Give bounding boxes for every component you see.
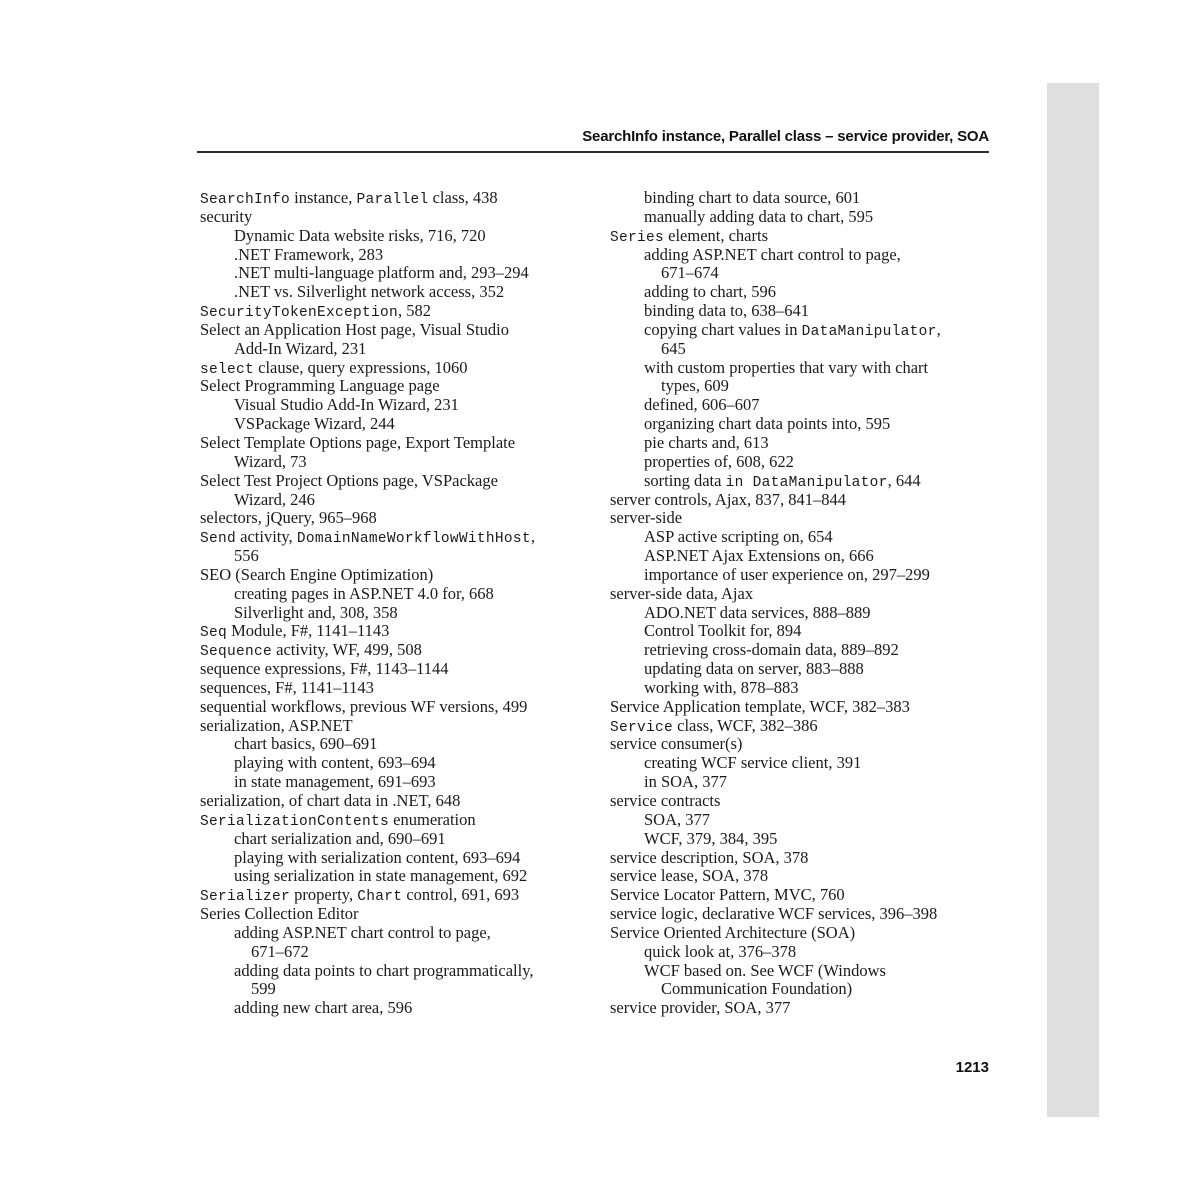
index-text: element, charts <box>664 225 769 245</box>
index-text: playing with content, 693–694 <box>234 753 436 773</box>
index-text: types, 609 <box>661 376 729 396</box>
index-entry-line <box>200 999 600 1018</box>
index-entry-line <box>200 811 600 830</box>
index-entry-line <box>200 604 600 623</box>
index-text: binding chart to data source, 601 <box>644 188 861 207</box>
index-text: property, <box>290 885 358 905</box>
index-text: , <box>936 319 941 339</box>
index-entry-line <box>200 622 600 641</box>
index-text: 671–674 <box>661 263 719 283</box>
code-term: Sequence <box>200 644 273 661</box>
index-entry-line <box>610 359 1005 378</box>
index-text: Select an Application Host page, Visual Studio <box>200 319 509 339</box>
index-entry-line <box>610 622 1005 641</box>
index-text: Wizard, 73 <box>234 451 307 471</box>
header-rule <box>197 151 989 153</box>
index-entry-line <box>200 924 600 943</box>
index-entry-line <box>200 585 600 604</box>
index-text: quick look at, 376–378 <box>644 941 797 961</box>
index-entry-line <box>610 641 1005 660</box>
index-text: sequence expressions, F#, 1143–1144 <box>200 659 449 679</box>
index-text: updating data on server, 883–888 <box>644 659 864 679</box>
index-text: ASP.NET Ajax Extensions on, 666 <box>644 546 874 566</box>
index-text: importance of user experience on, 297–299 <box>644 564 930 584</box>
index-text: .NET vs. Silverlight network access, 352 <box>234 282 505 302</box>
index-text: in SOA, 377 <box>644 772 727 792</box>
code-term: Serializer <box>200 889 291 906</box>
index-text: adding to chart, 596 <box>644 282 776 302</box>
index-text: service consumer(s) <box>610 734 743 754</box>
index-text: Select Template Options page, Export Template <box>200 432 516 452</box>
index-text: Service Application template, WCF, 382–383 <box>610 696 910 716</box>
running-title: SearchInfo instance, Parallel class – service provider, SOA <box>582 128 989 145</box>
index-entry-line <box>200 547 600 566</box>
index-entry-line <box>610 962 1005 981</box>
index-entry-line <box>200 849 600 868</box>
index-text: selectors, jQuery, 965–968 <box>200 508 377 528</box>
index-text: creating pages in ASP.NET 4.0 for, 668 <box>234 583 494 603</box>
index-entry-line <box>610 980 1005 999</box>
index-entry-line <box>610 189 1005 208</box>
index-entry-line <box>610 886 1005 905</box>
index-text: Service Oriented Architecture (SOA) <box>610 922 856 942</box>
code-term: Seq <box>200 625 228 642</box>
index-entry-line <box>610 735 1005 754</box>
code-term: select <box>200 361 255 378</box>
index-text: with custom properties that vary with chart <box>644 357 929 377</box>
index-entry-line <box>610 453 1005 472</box>
index-text: Module, F#, 1141–1143 <box>227 621 390 641</box>
index-entry-line <box>200 453 600 472</box>
index-entry-line <box>610 924 1005 943</box>
index-entry-line <box>200 641 600 660</box>
index-text: Select Programming Language page <box>200 376 440 396</box>
code-term: Send <box>200 531 237 548</box>
index-entry-line <box>610 773 1005 792</box>
code-term: Chart <box>357 889 403 906</box>
code-term: DomainNameWorkflowWithHost <box>296 531 531 548</box>
code-term: SecurityTokenException <box>200 305 399 322</box>
index-text: Select Test Project Options page, VSPackage <box>200 470 498 490</box>
index-text: serialization, ASP.NET <box>200 715 353 735</box>
index-entry-line <box>200 717 600 736</box>
index-text: Visual Studio Add-In Wizard, 231 <box>234 395 459 415</box>
index-column-right <box>610 189 1005 1018</box>
index-entry-line <box>610 754 1005 773</box>
index-text: Service Locator Pattern, MVC, 760 <box>610 885 845 905</box>
index-text: server-side <box>610 508 683 528</box>
index-entry-line <box>200 264 600 283</box>
index-entry-line <box>200 359 600 378</box>
index-entry-line <box>200 396 600 415</box>
index-text: chart basics, 690–691 <box>234 734 378 754</box>
index-entry-line <box>200 472 600 491</box>
code-term: Series <box>610 229 665 246</box>
index-text: 645 <box>661 338 686 358</box>
index-text: service lease, SOA, 378 <box>610 866 769 886</box>
index-entry-line <box>610 415 1005 434</box>
index-text: working with, 878–883 <box>644 677 799 697</box>
index-entry-line <box>200 283 600 302</box>
index-entry-line <box>610 660 1005 679</box>
index-text: service provider, SOA, 377 <box>610 998 791 1018</box>
code-term: Parallel <box>356 192 429 208</box>
index-entry-line <box>610 528 1005 547</box>
index-entry-line <box>200 962 600 981</box>
index-text: playing with serialization content, 693–694 <box>234 847 521 867</box>
code-term: in DataManipulator <box>725 474 888 491</box>
index-text: enumeration <box>389 809 476 829</box>
index-column-left <box>200 189 600 1018</box>
index-text: Communication Foundation) <box>661 979 853 999</box>
index-text: ADO.NET data services, 888–889 <box>644 602 871 622</box>
index-text: chart serialization and, 690–691 <box>234 828 446 848</box>
index-text: serialization, of chart data in .NET, 648 <box>200 791 461 810</box>
index-text: class, 438 <box>428 188 498 207</box>
index-entry-line <box>200 246 600 265</box>
index-entry-line <box>610 472 1005 491</box>
index-text: properties of, 608, 622 <box>644 451 794 471</box>
index-text: pie charts and, 613 <box>644 432 769 452</box>
index-entry-line <box>610 585 1005 604</box>
index-text: defined, 606–607 <box>644 395 760 415</box>
code-term: Service <box>610 719 674 736</box>
code-term: SerializationContents <box>200 813 390 830</box>
index-entry-line <box>610 811 1005 830</box>
index-entry-line <box>200 302 600 321</box>
index-entry-line <box>200 754 600 773</box>
index-text: VSPackage Wizard, 244 <box>234 414 395 434</box>
index-text: .NET multi-language platform and, 293–294 <box>234 263 529 283</box>
index-entry-line <box>610 509 1005 528</box>
index-text: server-side data, Ajax <box>610 583 754 603</box>
index-text: clause, query expressions, 1060 <box>254 357 468 377</box>
index-text: server controls, Ajax, 837, 841–844 <box>610 489 847 509</box>
index-text: ASP active scripting on, 654 <box>644 527 833 547</box>
index-entry-line <box>610 246 1005 265</box>
index-text: Dynamic Data website risks, 716, 720 <box>234 225 486 245</box>
index-entry-line <box>610 208 1005 227</box>
index-entry-line <box>200 867 600 886</box>
page-number: 1213 <box>955 1059 989 1076</box>
index-text: in state management, 691–693 <box>234 772 436 792</box>
index-entry-line <box>610 867 1005 886</box>
index-text: adding data points to chart programmatically, <box>234 960 534 980</box>
index-text: adding ASP.NET chart control to page, <box>644 244 901 264</box>
page-edge-tab <box>1047 83 1099 1117</box>
index-text: creating WCF service client, 391 <box>644 753 862 773</box>
index-entry-line <box>610 434 1005 453</box>
index-text: binding data to, 638–641 <box>644 301 809 321</box>
index-entry-line <box>610 491 1005 510</box>
index-text: Add-In Wizard, 231 <box>234 338 367 358</box>
index-text: retrieving cross-domain data, 889–892 <box>644 640 899 660</box>
index-entry-line <box>610 227 1005 246</box>
running-header <box>197 128 989 145</box>
index-text: adding new chart area, 596 <box>234 998 413 1018</box>
index-text: Wizard, 246 <box>234 489 315 509</box>
index-text: manually adding data to chart, 595 <box>644 206 874 226</box>
index-text: sorting data <box>644 470 726 490</box>
index-text: , 582 <box>398 301 432 321</box>
index-text: .NET Framework, 283 <box>234 244 384 264</box>
index-entry-line <box>610 717 1005 736</box>
code-term: DataManipulator <box>801 323 937 340</box>
index-entry-line <box>200 679 600 698</box>
index-entry-line <box>610 340 1005 359</box>
index-text: Series Collection Editor <box>200 904 359 924</box>
index-entry-line <box>610 302 1005 321</box>
index-entry-line <box>610 698 1005 717</box>
index-text: organizing chart data points into, 595 <box>644 414 891 434</box>
index-entry-line <box>610 849 1005 868</box>
index-entry-line <box>200 415 600 434</box>
index-entry-line <box>200 943 600 962</box>
index-text: service contracts <box>610 791 721 810</box>
index-text: SEO (Search Engine Optimization) <box>200 564 434 584</box>
index-entry-line <box>200 377 600 396</box>
index-entry-line <box>610 830 1005 849</box>
index-text: WCF, 379, 384, 395 <box>644 828 778 848</box>
index-text: copying chart values in <box>644 319 802 339</box>
index-entry-line <box>610 566 1005 585</box>
index-text: Control Toolkit for, 894 <box>644 621 802 641</box>
index-entry-line <box>200 509 600 528</box>
index-entry-line <box>200 340 600 359</box>
index-text: activity, WF, 499, 508 <box>272 640 422 660</box>
index-text: 556 <box>234 546 259 566</box>
index-entry-line <box>200 321 600 340</box>
index-entry-line <box>200 830 600 849</box>
index-entry-line <box>610 943 1005 962</box>
index-text: , <box>530 527 535 547</box>
index-entry-line <box>200 189 600 208</box>
index-text: security <box>200 206 253 226</box>
index-entry-line <box>200 905 600 924</box>
index-entry-line <box>200 208 600 227</box>
index-text: control, 691, 693 <box>402 885 520 905</box>
index-entry-line <box>200 773 600 792</box>
index-entry-line <box>610 283 1005 302</box>
index-text: 671–672 <box>251 941 309 961</box>
index-entry-line <box>610 321 1005 340</box>
index-entry-line <box>200 980 600 999</box>
index-text: activity, <box>236 527 297 547</box>
index-text: adding ASP.NET chart control to page, <box>234 922 491 942</box>
index-text: WCF based on. See WCF (Windows <box>644 960 886 980</box>
index-entry-line <box>200 491 600 510</box>
index-text: service logic, declarative WCF services, 396–398 <box>610 904 938 924</box>
index-entry-line <box>610 547 1005 566</box>
index-entry-line <box>200 698 600 717</box>
index-entry-line <box>200 566 600 585</box>
index-entry-line <box>200 528 600 547</box>
index-entry-line <box>610 604 1005 623</box>
index-text: , 644 <box>887 470 921 490</box>
index-entry-line <box>610 377 1005 396</box>
index-entry-line <box>610 905 1005 924</box>
index-entry-line <box>200 886 600 905</box>
index-text: Silverlight and, 308, 358 <box>234 602 398 622</box>
index-text: using serialization in state management, 692 <box>234 866 528 886</box>
index-text: SOA, 377 <box>644 809 711 829</box>
index-text: sequences, F#, 1141–1143 <box>200 677 374 697</box>
index-entry-line <box>610 396 1005 415</box>
index-entry-line <box>200 792 600 811</box>
index-entry-line <box>610 792 1005 811</box>
index-entry-line <box>610 679 1005 698</box>
index-entry-line <box>200 660 600 679</box>
index-text: service description, SOA, 378 <box>610 847 809 867</box>
index-text: sequential workflows, previous WF versions, 499 <box>200 696 528 716</box>
index-entry-line <box>200 227 600 246</box>
index-entry-line <box>200 434 600 453</box>
index-entry-line <box>610 264 1005 283</box>
code-term: SearchInfo <box>200 192 291 208</box>
index-entry-line <box>610 999 1005 1018</box>
index-text: instance, <box>290 188 357 207</box>
index-text: class, WCF, 382–386 <box>673 715 818 735</box>
index-entry-line <box>200 735 600 754</box>
index-text: 599 <box>251 979 276 999</box>
